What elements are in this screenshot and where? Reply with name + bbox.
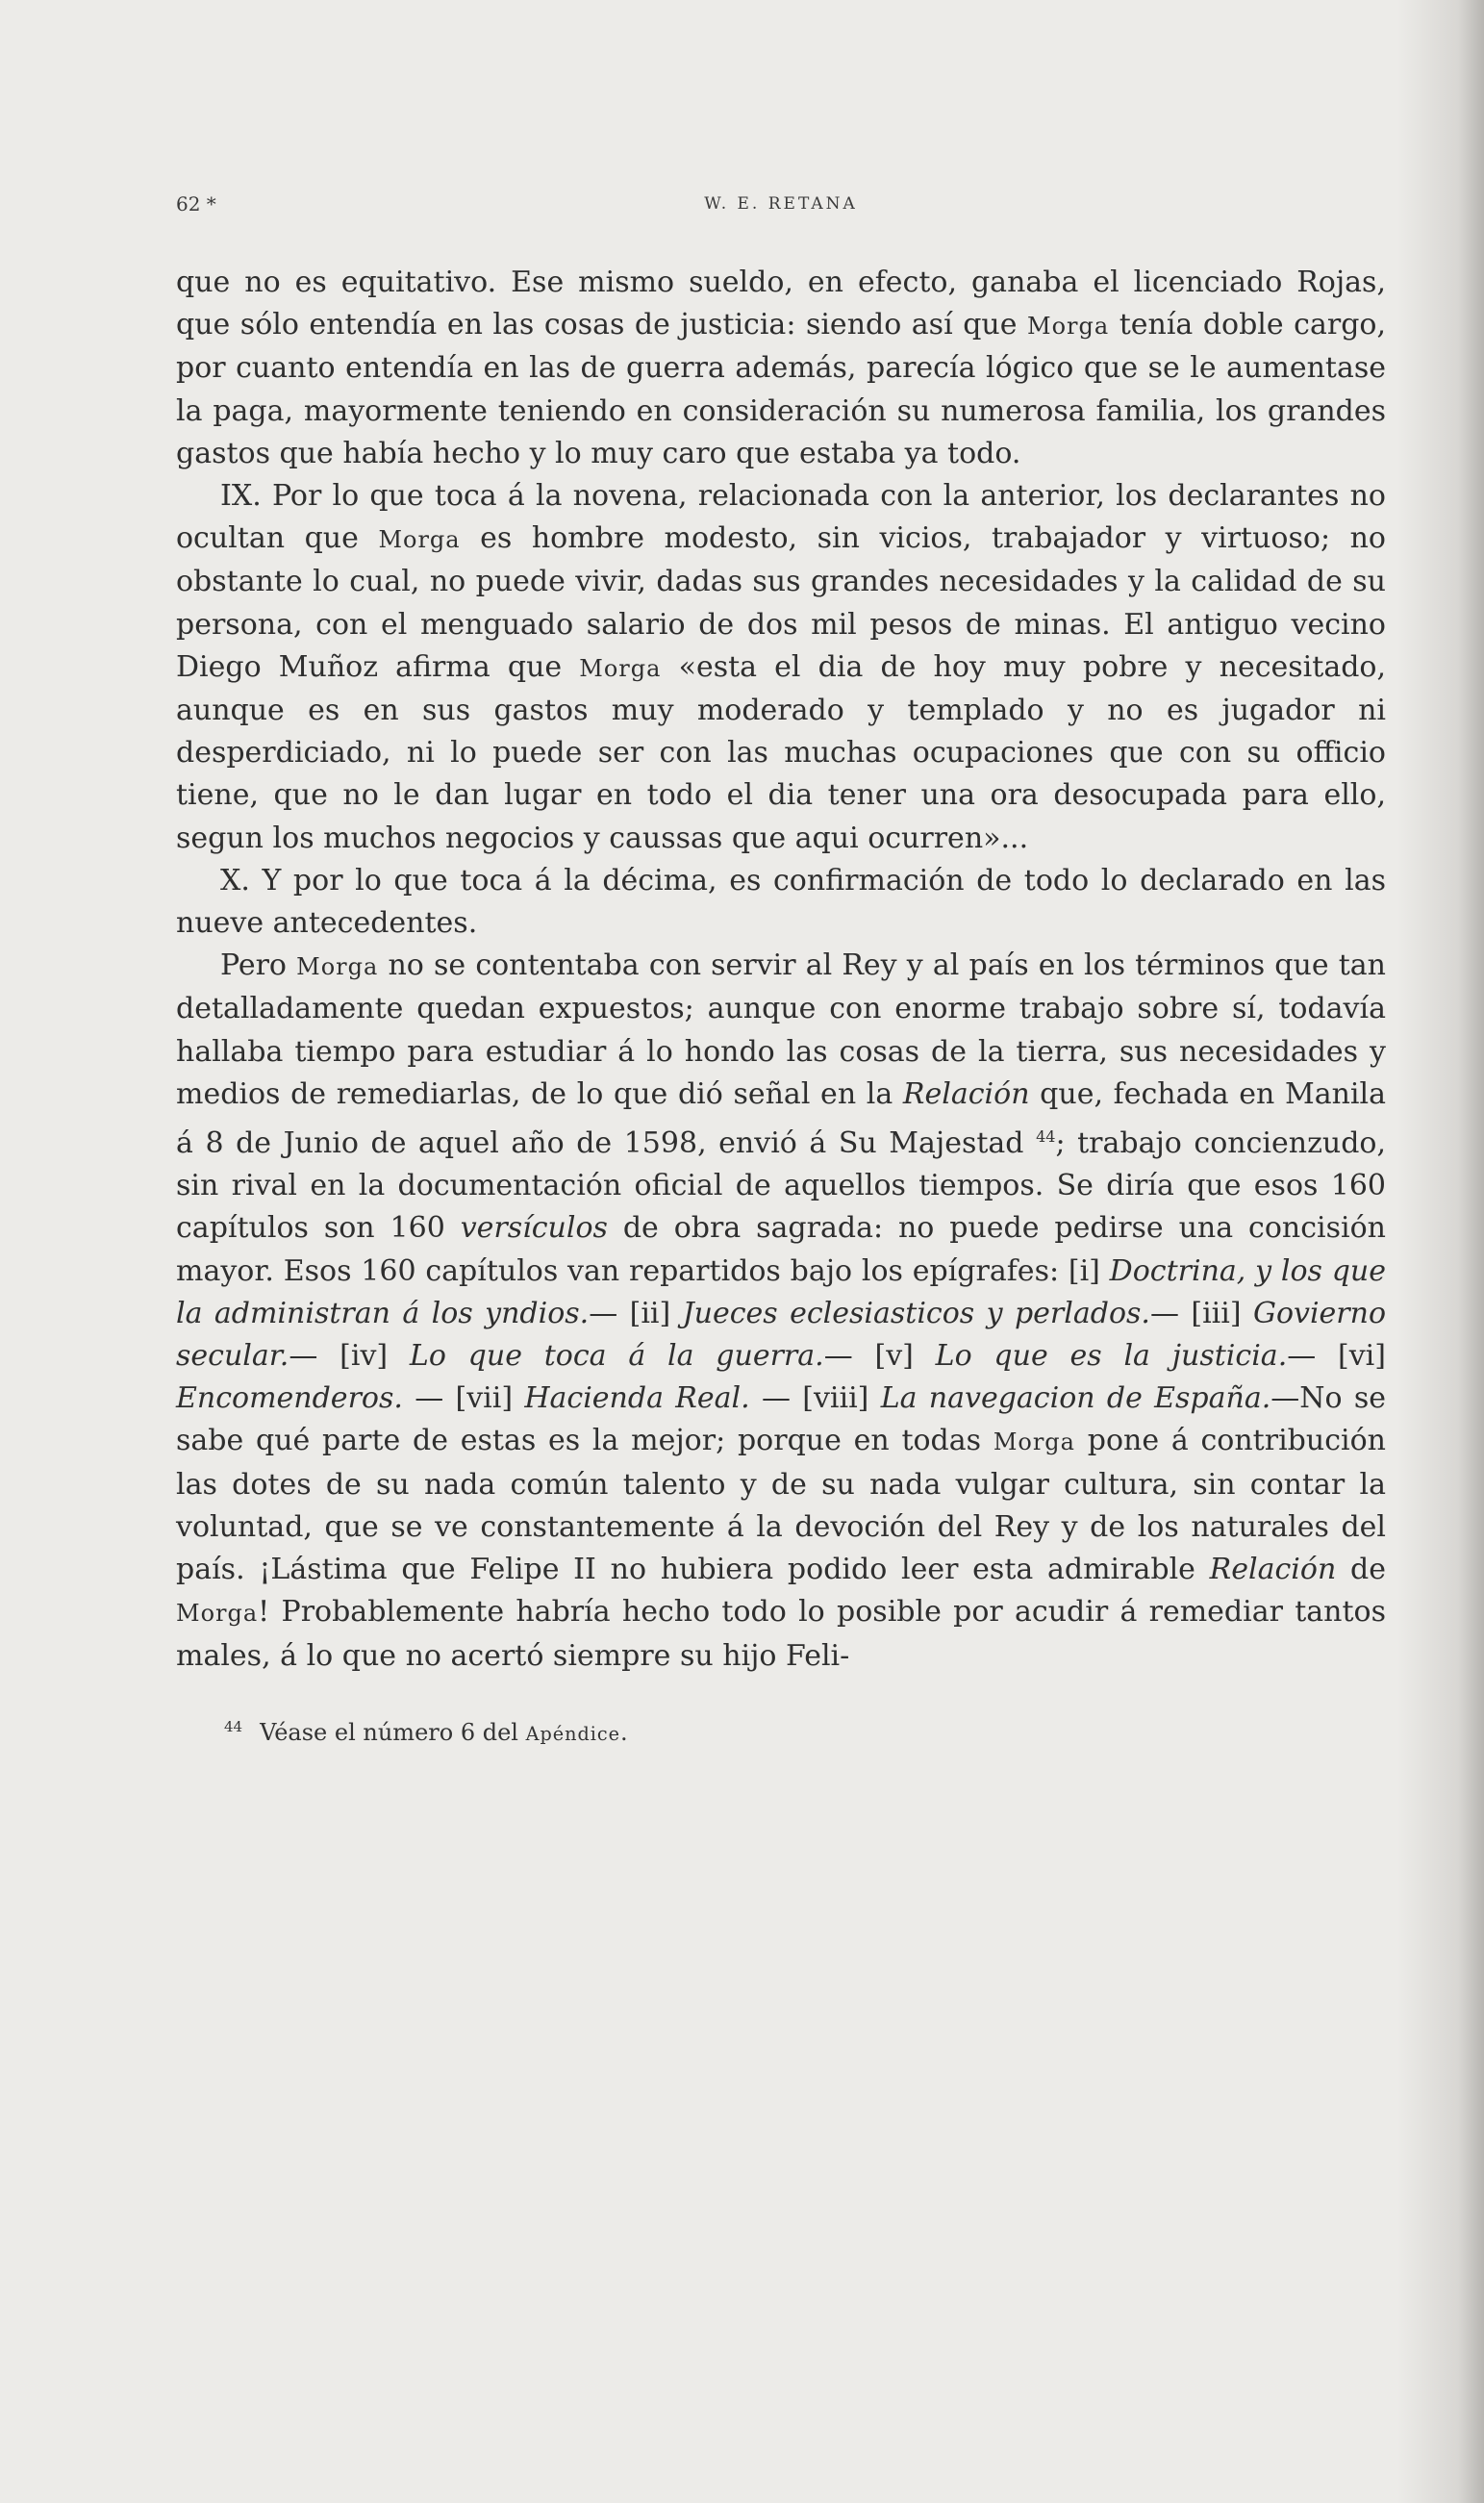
italic-text: Relación xyxy=(1209,1553,1337,1587)
text-run: no se contentaba con servir al Rey y al país en los términos que tan detalladamente quedan expuestos; aunque con enorme trabajo sobre sí, todavía hallaba tiempo para estudiar á lo hondo las cosas de la tierra, sus necesidades y medios de remediarlas, de lo que dió señal en la xyxy=(176,948,1386,1111)
paragraph xyxy=(176,860,1386,945)
text-run: ! Probablemente habría hecho todo lo posible por acudir á remediar tantos males, á lo que no acertó siempre su hijo Feli- xyxy=(176,1595,1386,1673)
text-run: — [iii] xyxy=(1149,1296,1253,1330)
italic-text: versículos xyxy=(460,1211,608,1246)
text-run: — [vii] xyxy=(402,1381,525,1416)
text-run: — [vi] xyxy=(1287,1339,1386,1374)
italic-text: Encomenderos. xyxy=(176,1381,403,1416)
paragraph xyxy=(176,262,1386,475)
small-caps-name: Morga xyxy=(579,654,662,682)
italic-text: Hacienda Real. xyxy=(524,1381,750,1416)
text-run: de xyxy=(1336,1553,1386,1587)
small-caps-name: Morga xyxy=(296,953,379,981)
text-run: — [ii] xyxy=(589,1296,683,1330)
text-run: Pero xyxy=(220,948,297,983)
text-run: pone á contribución las dotes de su nada común talento y de su nada vulgar cultura, sin contar la voluntad, que se ve constantemente á la devoción del Rey y de los naturales del país. ¡Lástima que Felipe II no hubiera podido leer esta admirable xyxy=(176,1424,1386,1587)
footnote-reference: 44 xyxy=(1036,1127,1056,1147)
italic-text: Jueces eclesiasticos y perlados. xyxy=(682,1296,1150,1330)
text-run: que no es equitativo. Ese mismo sueldo, en efecto, ganaba el licenciado Rojas, que sólo entendía en las cosas de justicia: siendo así que xyxy=(176,265,1386,342)
text-run: que, fechada en Manila á 8 de Junio de aquel año de 1598, envió á Su Majestad xyxy=(176,1076,1386,1161)
footnote xyxy=(176,1718,1386,1746)
text-run: de obra sagrada: no puede pedirse una concisión mayor. Esos 160 capítulos van repartidos bajo los epígrafes: [i] xyxy=(176,1211,1387,1288)
italic-text: Relación xyxy=(902,1076,1030,1111)
text-run: — [viii] xyxy=(749,1381,881,1416)
text-run: tenía doble cargo, por cuanto entendía en las de guerra además, parecía lógico que se le aumentase la paga, mayormente teniendo en consideración su numerosa familia, los grandes gastos que había hecho y lo muy caro que estaba ya todo. xyxy=(176,308,1386,470)
italic-text: Lo que es la justicia. xyxy=(935,1339,1288,1374)
footnote-ref: Apéndice xyxy=(525,1722,620,1745)
running-title: W. E. RETANA xyxy=(704,194,858,214)
text-run: ; trabajo concienzudo, sin rival en la documentación oficial de aquellos tiempos. Se diría que esos 160 capítulos son 160 xyxy=(176,1126,1386,1246)
text-run: — [iv] xyxy=(289,1339,410,1374)
italic-text: La navegacion de España. xyxy=(880,1381,1271,1416)
paragraph xyxy=(176,475,1386,860)
footnote-text: Véase el número 6 del xyxy=(260,1718,526,1746)
text-run: —No se sabe qué parte de estas es la mejor; porque en todas xyxy=(176,1381,1387,1458)
body-text xyxy=(176,262,1386,1678)
italic-text: Doctrina, y los que la administran á los yndios. xyxy=(176,1253,1386,1330)
text-run: «esta el dia de hoy muy pobre y necesitado, aunque es en sus gastos muy moderado y templado y no es jugador ni desperdiciado, ni lo puede ser con las muchas ocupaciones que con su officio tiene, que no le dan lugar en todo el dia tener una ora desocupada para ello, segun los muchos negocios y caussas que aqui ocurren»... xyxy=(176,649,1387,855)
text-run: es hombre modesto, sin vicios, trabajador y virtuoso; no obstante lo cual, no puede vivir, dadas sus grandes necesidades y la calidad de su persona, con el menguado salario de dos mil pesos de minas. El antiguo vecino Diego Muñoz afirma que xyxy=(176,521,1386,684)
small-caps-name: Morga xyxy=(378,526,461,554)
text-run: IX. Por lo que toca á la novena, relacionada con la anterior, los declarantes no ocultan que xyxy=(176,479,1386,556)
text-run: — [v] xyxy=(823,1339,936,1374)
page-number: 62 * xyxy=(176,192,216,215)
running-head xyxy=(176,189,1386,227)
small-caps-name: Morga xyxy=(1027,313,1110,341)
text-run: X. Y por lo que toca á la décima, es confirmación de todo lo declarado en las nueve antecedentes. xyxy=(176,863,1386,941)
small-caps-name: Morga xyxy=(176,1600,259,1628)
footnote-mark: 44 xyxy=(224,1717,243,1735)
paragraph xyxy=(176,945,1386,1677)
small-caps-name: Morga xyxy=(993,1428,1075,1456)
italic-text: Govierno secular. xyxy=(176,1296,1387,1374)
footnote-end: . xyxy=(619,1718,628,1746)
book-page xyxy=(176,189,1386,1746)
italic-text: Lo que toca á la guerra. xyxy=(409,1339,824,1374)
page-edge-shadow xyxy=(1397,0,1484,2503)
